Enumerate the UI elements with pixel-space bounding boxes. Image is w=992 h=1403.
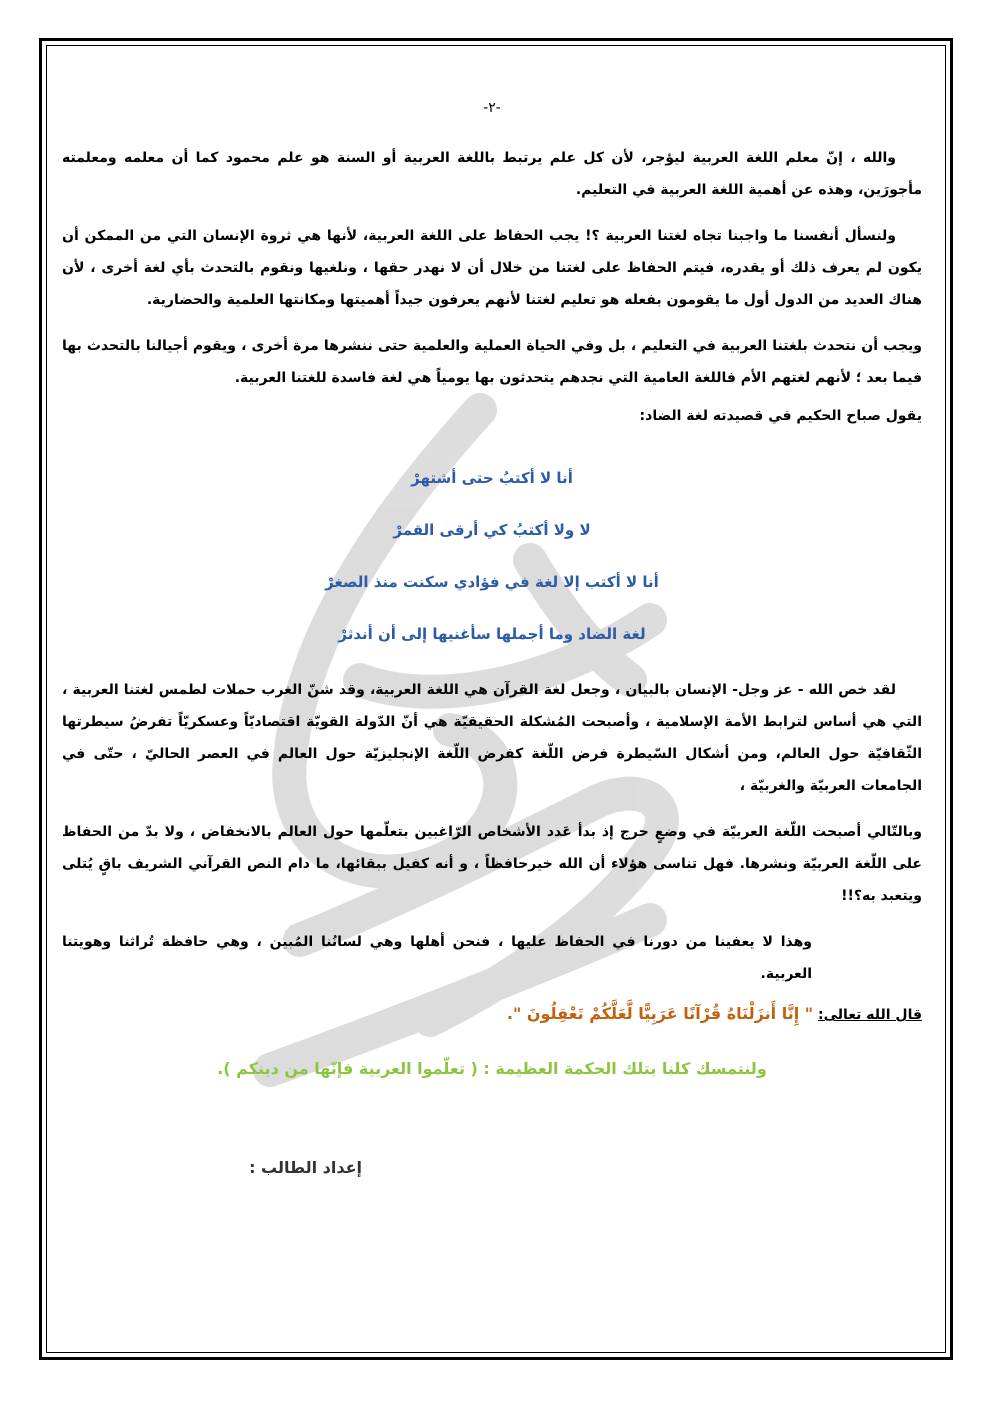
watermark-text: أم فارس xyxy=(180,380,184,381)
quran-verse: " إِنَّا أَنزَلْنَاهُ قُرْآنًا عَرَبِيًّا لَّعَلَّكُمْ تَعْقِلُونَ ". xyxy=(506,1004,814,1023)
poem-line: لا ولا أكتبُ كي أرقى القمرْ xyxy=(393,521,591,539)
paragraph-1: والله ، إنّ معلم اللغة العربية ليؤجر، لأن كل علم يرتبط باللغة العربية أو السنة هو علم محمود كما أن معلمه ومعلمته مأجورَين، وهذه عن أهمية اللغة العربية في التعليم. xyxy=(62,150,922,198)
paragraph-4: لقد خص الله - عز وجل- الإنسان بالبيان ، وجعل لغة القرآن هي اللغة العربية، وقد شنّ الغرب حملات لطمس لغتنا العربية ، التي هي أساس لترابط الأمة الإسلامية ، وأصبحت المُشكلة الحقيقيّة هي أنّ الدّولة القويّة اقتصاديّاً وعسكريّاً تفرضُ سيطرتها الثّقافيّة حول العالم، ومن أشكال السّيطرة فرض اللّغة كفرض اللّغة الإنجليزيّة حول العالم في العصر الحاليّ ، حتّى في الجامعات العربيّة والغربيّة ، xyxy=(62,682,922,794)
paragraph-3: ويجب أن نتحدث بلغتنا العربية في التعليم ، بل وفي الحياة العملية والعلمية حتى ننشرها مرة أخرى ، ويقوم أجيالنا بالتحدث بها فيما بعد ؛ لأنهم لغتهم الأم فاللغة العامية التي نجدهم يتحدثون بها يومياً هي لغة فاسدة للغتنا العربية. xyxy=(62,338,922,386)
poem xyxy=(62,452,922,660)
paragraph-2: ولنسأل أنفسنا ما واجبنا تجاه لغتنا العربية ؟! يجب الحفاظ على اللغة العربية، لأنها هي ثروة الإنسان التي من الممكن أن يكون لم يعرف ذلك أو يقدره، فيتم الحفاظ على لغتنا من خلال أن لا نهدر حقها ، ونلغيها ونقوم بالتحدث بأي لغة أخرى ، لأن هناك العديد من الدول أول ما يقومون بفعله هو تعليم لغتنا لأنهم يعرفون جيداً أهميتها ومكانتها العلمية والحضارية. xyxy=(62,228,922,308)
poem-line: أنا لا أكتبُ حتى أشتهرْ xyxy=(411,469,573,487)
author-label: إعداد الطالب : xyxy=(249,1158,362,1177)
document-body xyxy=(62,100,922,1177)
quran-quote xyxy=(62,1004,922,1023)
poem-line: لغة الضاد وما أجملها سأغنيها إلى أن أندثرْ xyxy=(338,625,646,643)
page-number: -٢- xyxy=(483,100,501,116)
quran-label: قال الله تعالى: xyxy=(817,1007,922,1023)
paragraph-6: وهذا لا يعفينا من دورنا في الحفاظ عليها ، فنحن أهلها وهي لسانُنا المُبين ، وهي حافظة تُراثنا وهويتنا العربية. xyxy=(62,934,812,982)
poem-line: أنا لا أكتب إلا لغة في فؤادي سكنت منذ الصغرْ xyxy=(325,573,659,591)
poem-intro: يقول صباح الحكيم في قصيدته لغة الضاد: xyxy=(639,408,922,424)
paragraph-5: وبالتّالي أصبحت اللّغة العربيّة في وضعٍ حرج إذ بدأ عَدد الأشخاص الرّاغبين بتعلّمها حول العالم بالانخفاض ، ولا بدّ من الحفاظ على اللّغة العربيّة ونشرها. فهل تناسى هؤلاء أن الله خيرحافظاً ، و أنه كفيل ببقائها، ما دام النص القرآني الشريف باقٍ يُتلى ويتعبد به؟!! xyxy=(62,824,922,904)
closing-saying: ولنتمسك كلنا بتلك الحكمة العظيمة : ( تعلّموا العربية فإنّها من دينكم ). xyxy=(217,1059,767,1078)
